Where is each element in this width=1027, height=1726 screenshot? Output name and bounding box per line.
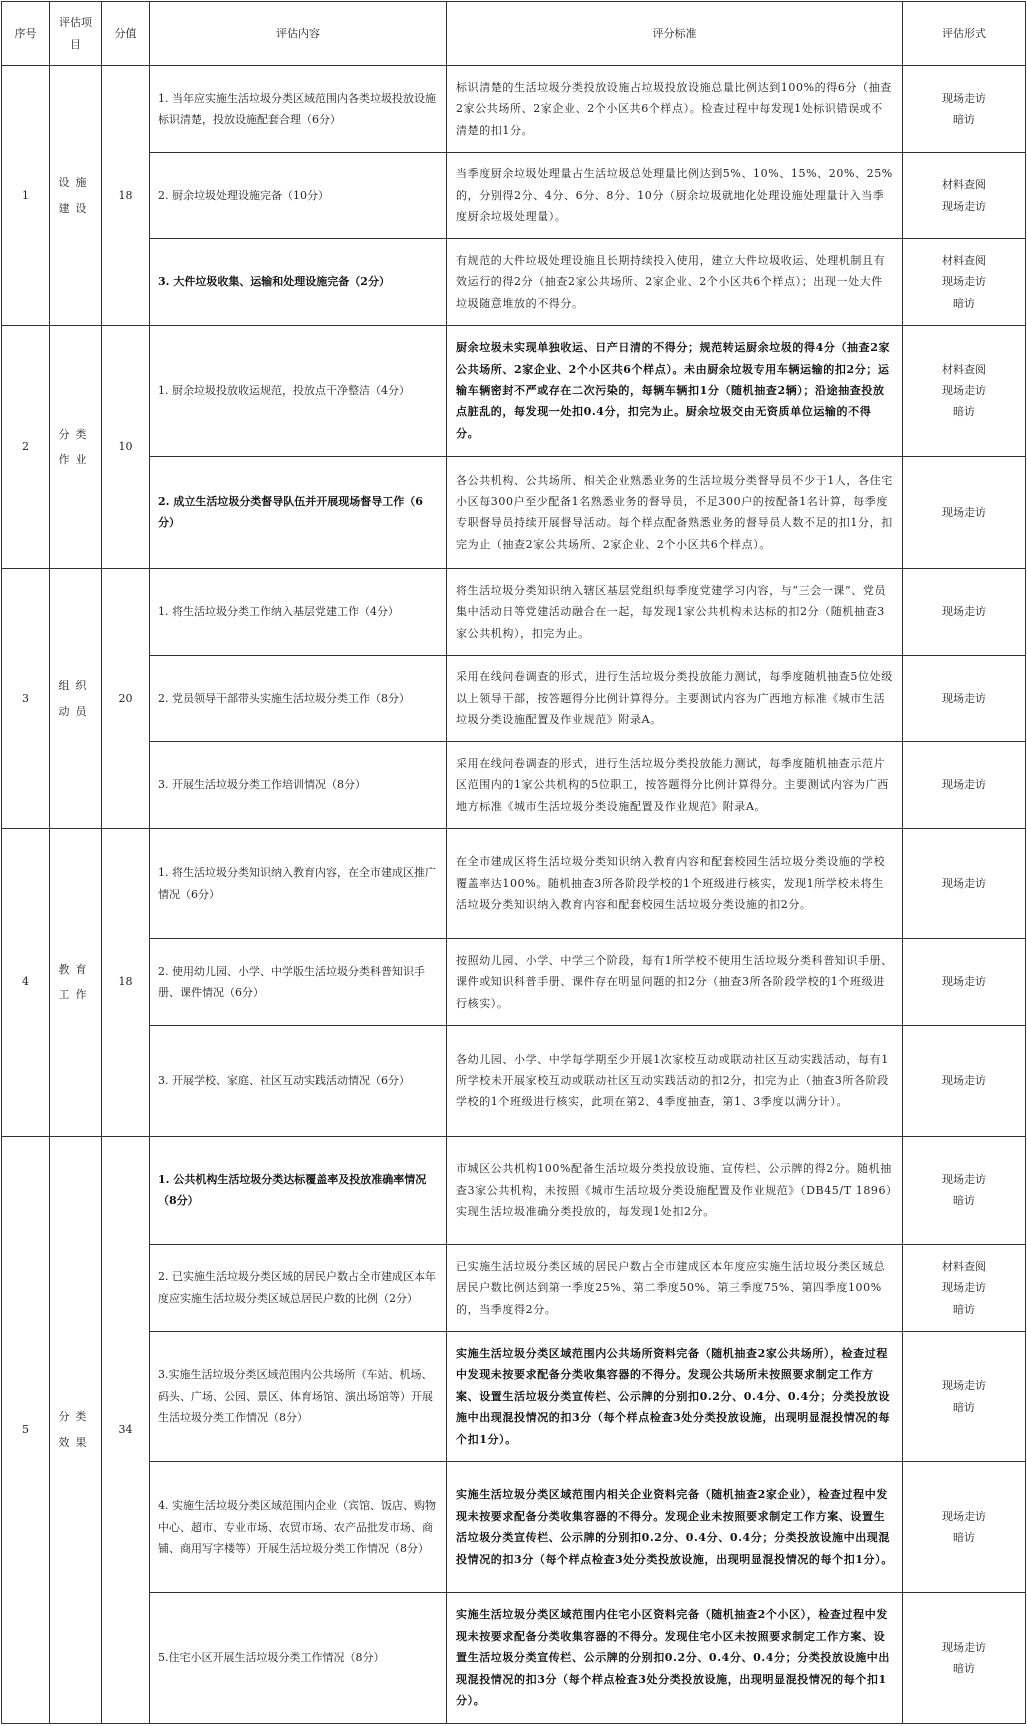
score-cell: 34: [102, 1136, 150, 1723]
standard-cell: 采用在线问卷调查的形式，进行生活垃圾分类投放能力测试，每季度随机抽查示范片区范围内的1家公共机构的5位职工，按答题得分比例计算得分。主要测试内容为广西地方标准《城市生活垃圾分类设施配置及作业规范》附录A。: [447, 742, 903, 829]
table-row: [2, 742, 1026, 829]
content-cell: 3. 开展学校、家庭、社区互动实践活动情况（6分）: [150, 1025, 447, 1136]
form-label: 现场走访: [942, 1073, 986, 1087]
standard-cell: 市城区公共机构100%配备生活垃圾分类投放设施、宣传栏、公示牌的得2分。随机抽查3家公共机构，未按照《城市生活垃圾分类设施配置及作业规范》（DB45/T 1896）实现生活垃圾准确分类投放的，每发现1处扣2分。: [447, 1136, 903, 1245]
content-cell: 3. 开展生活垃圾分类工作培训情况（8分）: [150, 742, 447, 829]
standard-cell: 在全市建成区将生活垃圾分类知识纳入教育内容和配套校园生活垃圾分类设施的学校覆盖率达100%。随机抽查3所各阶段学校的1个班级进行核实，发现1所学校未将生活垃圾分类知识纳入教育内容和配套校园生活垃圾分类设施的扣2分。: [447, 828, 903, 939]
seq-cell: 4: [2, 828, 50, 1136]
table-row: [2, 66, 1026, 153]
seq-cell: 2: [2, 325, 50, 568]
standard-cell: 将生活垃圾分类知识纳入辖区基层党组织每季度党建学习内容，与“三会一课”、党员集中活动日等党建活动融合在一起，每发现1家公共机构未达标的扣2分（随机抽查3家公共机构），扣完为止。: [447, 569, 903, 656]
standard-cell: 厨余垃圾未实现单独收运、日产日清的不得分；规范转运厨余垃圾的得4分（抽查2家公共场所、2家企业、2个小区共6个样点）。未由厨余垃圾专用车辆运输的扣2分；运输车辆密封不严或存在二次污染的，每辆车辆扣1分（随机抽查2辆）；沿途抽查投放点脏乱的，每发现一处扣0.4分，扣完为止。厨余垃圾交由无资质单位运输的不得分。: [447, 325, 903, 456]
standard-cell: 各幼儿园、小学、中学每学期至少开展1次家校互动或联动社区互动实践活动，每有1所学校未开展家校互动或联动社区互动实践活动的扣2分，扣完为止（抽查3所各阶段学校的1个班级进行核实，此项在第2、4季度抽查，第1、3季度以满分计）。: [447, 1025, 903, 1136]
score-cell: 18: [102, 828, 150, 1136]
form-label: 现场走访: [942, 691, 986, 705]
table-row: [2, 152, 1026, 239]
form-label: 现场走访: [942, 1379, 986, 1393]
form-cell: [903, 742, 1026, 829]
content-cell: 3. 大件垃圾收集、运输和处理设施完备（2分）: [150, 239, 447, 326]
form-label: 现场走访: [942, 275, 986, 289]
content-cell: 1. 当年应实施生活垃圾分类区域范围内各类垃圾投放设施标识清楚，投放设施配套合理（6分）: [150, 66, 447, 153]
form-cell: [903, 1245, 1026, 1332]
form-label: 现场走访: [942, 1281, 986, 1295]
table-row: [2, 939, 1026, 1026]
table-row: [2, 1593, 1026, 1724]
form-label: 材料查阅: [942, 1259, 986, 1273]
header-standard: 评分标准: [447, 2, 903, 66]
form-label: 现场走访: [942, 1172, 986, 1186]
form-label: 现场走访: [942, 605, 986, 619]
form-cell: [903, 939, 1026, 1026]
content-cell: 1. 将生活垃圾分类工作纳入基层党建工作（4分）: [150, 569, 447, 656]
score-cell: 10: [102, 325, 150, 568]
standard-cell: 各公共机构、公共场所、相关企业熟悉业务的生活垃圾分类督导员不少于1人，各住宅小区每300户至少配备1名熟悉业务的督导员，不足300户的按配备1名计算，每季度专职督导员持续开展督导活动。每个样点配备熟悉业务的督导员人数不足的扣1分，扣完为止（抽查2家公共场所、2家企业、2个小区共6个样点）。: [447, 456, 903, 569]
header-seq: 序号: [2, 2, 50, 66]
table-row: [2, 1331, 1026, 1462]
content-cell: 2. 厨余垃圾处理设施完备（10分）: [150, 152, 447, 239]
content-cell: 2. 党员领导干部带头实施生活垃圾分类工作（8分）: [150, 655, 447, 742]
standard-cell: 已实施生活垃圾分类区域的居民户数占全市建成区本年度应实施生活垃圾分类区域总居民户数比例达到第一季度25%、第二季度50%、第三季度75%、第四季度100%的，当季度得2分。: [447, 1245, 903, 1332]
standard-cell: 实施生活垃圾分类区域范围内相关企业资料完备（随机抽查2家企业），检查过程中发现未按要求配备分类收集容器的不得分。发现企业未按照要求制定工作方案、设置生活垃圾分类宣传栏、公示牌的分别扣0.2分、0.4分、0.4分；分类投放设施中出现混投情况的扣3分（每个样点检查3处分类投放设施，出现明显混投情况的每个扣1分）。: [447, 1462, 903, 1593]
standard-cell: 采用在线问卷调查的形式，进行生活垃圾分类投放能力测试，每季度随机抽查5位处级以上领导干部，按答题得分比例计算得分。主要测试内容为广西地方标准《城市生活垃圾分类设施配置及作业规范》附录A。: [447, 655, 903, 742]
table-row: [2, 1462, 1026, 1593]
form-cell: [903, 1025, 1026, 1136]
item-cell: 教育工作: [50, 828, 102, 1136]
content-cell: 1. 将生活垃圾分类知识纳入教育内容，在全市建成区推广情况（6分）: [150, 828, 447, 939]
table-row: [2, 239, 1026, 326]
table-row: [2, 1136, 1026, 1245]
item-cell: 分类效果: [50, 1136, 102, 1723]
table-row: [2, 1025, 1026, 1136]
form-label: 暗访: [953, 1531, 975, 1545]
table-row: [2, 1245, 1026, 1332]
table-row: [2, 569, 1026, 656]
standard-cell: 实施生活垃圾分类区域范围内住宅小区资料完备（随机抽查2个小区），检查过程中发现未按要求配备分类收集容器的不得分。发现住宅小区未按照要求制定工作方案、设置生活垃圾分类宣传栏、公示牌的分别扣0.2分、0.4分、0.4分；分类投放设施中出现混投情况的扣3分（每个样点检查3处分类投放设施，出现明显混投情况的每个扣1分）。: [447, 1593, 903, 1724]
table-body: [2, 66, 1026, 1724]
form-cell: [903, 1136, 1026, 1245]
form-label: 材料查阅: [942, 253, 986, 267]
form-label: 现场走访: [942, 1640, 986, 1654]
score-cell: 20: [102, 569, 150, 829]
standard-cell: 按照幼儿园、小学、中学三个阶段，每有1所学校不使用生活垃圾分类科普知识手册、课件或知识科普手册、课件存在明显问题的扣2分（抽查3所各阶段学校的1个班级进行核实）。: [447, 939, 903, 1026]
evaluation-table-document: [1, 1, 1025, 1724]
form-label: 暗访: [953, 1662, 975, 1676]
form-cell: [903, 325, 1026, 456]
header-score: 分值: [102, 2, 150, 66]
form-cell: [903, 1331, 1026, 1462]
seq-cell: 1: [2, 66, 50, 326]
form-cell: [903, 66, 1026, 153]
content-cell: 2. 已实施生活垃圾分类区域的居民户数占全市建成区本年度应实施生活垃圾分类区域总居民户数的比例（2分）: [150, 1245, 447, 1332]
seq-cell: 5: [2, 1136, 50, 1723]
form-label: 暗访: [953, 1194, 975, 1208]
standard-cell: 当季度厨余垃圾处理量占生活垃圾总处理量比例达到5%、10%、15%、20%、25%的，分别得2分、4分、6分、8分、10分（厨余垃圾就地化处理设施处理量计入当季度厨余垃圾处理量）。: [447, 152, 903, 239]
seq-cell: 3: [2, 569, 50, 829]
form-cell: [903, 1593, 1026, 1724]
table-row: [2, 828, 1026, 939]
header-content: 评估内容: [150, 2, 447, 66]
form-label: 现场走访: [942, 91, 986, 105]
standard-cell: 有规范的大件垃圾处理设施且长期持续投入使用，建立大件垃圾收运、处理机制且有效运行的得2分（抽查2家公共场所、2家企业、2个小区共6个样点）；出现一处大件垃圾随意堆放的不得分。: [447, 239, 903, 326]
form-cell: [903, 569, 1026, 656]
table-header-row: [2, 2, 1026, 66]
standard-cell: 实施生活垃圾分类区域范围内公共场所资料完备（随机抽查2家公共场所），检查过程中发现未按要求配备分类收集容器的不得分。发现公共场所未按照要求制定工作方案、设置生活垃圾分类宣传栏、公示牌的分别扣0.2分、0.4分、0.4分；分类投放设施中出现混投情况的扣3分（每个样点检查3处分类投放设施，出现明显混投情况的每个扣1分）。: [447, 1331, 903, 1462]
form-label: 现场走访: [942, 199, 986, 213]
form-label: 现场走访: [942, 384, 986, 398]
content-cell: 2. 成立生活垃圾分类督导队伍并开展现场督导工作（6分）: [150, 456, 447, 569]
form-label: 现场走访: [942, 505, 986, 519]
form-label: 暗访: [953, 296, 975, 310]
content-cell: 5.住宅小区开展生活垃圾分类工作情况（8分）: [150, 1593, 447, 1724]
item-cell: 分类作业: [50, 325, 102, 568]
form-cell: [903, 1462, 1026, 1593]
form-label: 暗访: [953, 1400, 975, 1414]
form-label: 暗访: [953, 1302, 975, 1316]
item-cell: 设施建设: [50, 66, 102, 326]
score-cell: 18: [102, 66, 150, 326]
form-cell: [903, 828, 1026, 939]
form-label: 现场走访: [942, 1509, 986, 1523]
form-label: 材料查阅: [942, 178, 986, 192]
content-cell: 2. 使用幼儿园、小学、中学版生活垃圾分类科普知识手册、课件情况（6分）: [150, 939, 447, 1026]
form-label: 暗访: [953, 405, 975, 419]
item-cell: 组织动员: [50, 569, 102, 829]
form-label: 现场走访: [942, 778, 986, 792]
header-form: 评估形式: [903, 2, 1026, 66]
table-row: [2, 325, 1026, 456]
form-label: 材料查阅: [942, 362, 986, 376]
form-cell: [903, 239, 1026, 326]
form-cell: [903, 456, 1026, 569]
standard-cell: 标识清楚的生活垃圾分类投放设施占垃圾投放设施总量比例达到100%的得6分（抽查2家公共场所、2家企业、2个小区共6个样点）。检查过程中每发现1处标识错误或不清楚的扣1分。: [447, 66, 903, 153]
form-cell: [903, 152, 1026, 239]
header-item: 评估项目: [50, 2, 102, 66]
content-cell: 4. 实施生活垃圾分类区域范围内企业（宾馆、饭店、购物中心、超市、专业市场、农贸市场、农产品批发市场、商铺、商用写字楼等）开展生活垃圾分类工作情况（8分）: [150, 1462, 447, 1593]
form-label: 现场走访: [942, 975, 986, 989]
table-row: [2, 655, 1026, 742]
form-cell: [903, 655, 1026, 742]
content-cell: 3.实施生活垃圾分类区域范围内公共场所（车站、机场、码头、广场、公园、景区、体育场馆、演出场馆等）开展生活垃圾分类工作情况（8分）: [150, 1331, 447, 1462]
form-label: 暗访: [953, 113, 975, 127]
table-row: [2, 456, 1026, 569]
content-cell: 1. 公共机构生活垃圾分类达标覆盖率及投放准确率情况（8分）: [150, 1136, 447, 1245]
content-cell: 1. 厨余垃圾投放收运规范，投放点干净整洁（4分）: [150, 325, 447, 456]
evaluation-table: [1, 1, 1026, 1724]
form-label: 现场走访: [942, 876, 986, 890]
